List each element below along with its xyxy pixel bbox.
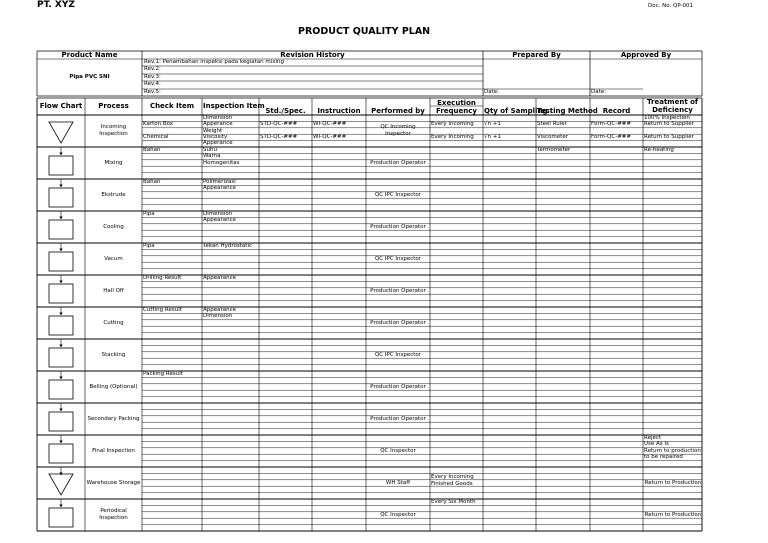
cell-treat: 100% Inspection — [644, 114, 690, 121]
cell-check: Cutting Result — [143, 306, 182, 313]
product-name-label: Product Name — [61, 51, 118, 59]
record-header: Record — [602, 106, 631, 115]
cell-check: Bahan — [143, 146, 161, 153]
flow-arrow-icon — [59, 377, 62, 380]
execution-header: Execution — [437, 98, 476, 107]
cell-std: STD-QC-### — [260, 121, 298, 128]
treatment-header: Treatment of Deficiency — [647, 97, 698, 114]
prepared-date-label: Date: — [484, 88, 499, 95]
flow-arrow-icon — [59, 281, 62, 284]
performed-by-header: Performed by — [371, 106, 425, 115]
flow-arrow-icon — [59, 249, 62, 252]
performed-by: QC IPC Inspector — [374, 351, 422, 358]
performed-by: QC Inspector — [380, 447, 416, 454]
cell-treat: to be repaired — [644, 453, 683, 460]
cell-item: Apperance — [203, 121, 233, 128]
performed-by: Production Operator — [370, 287, 426, 294]
cell-item: Homogenitas — [203, 159, 240, 166]
process-name: Hall Off — [103, 287, 124, 294]
approved-by-label: Approved By — [620, 51, 672, 59]
process-name: Belling (Optional) — [89, 383, 138, 390]
cell-frequency: Every Incoming Finished Goods — [431, 474, 474, 487]
revision-entry: Rev.1: Penambahan inspeksi pada kegiatan mixing — [144, 58, 285, 65]
flow-arrow-icon — [59, 153, 62, 156]
flow-arrow-icon — [59, 441, 62, 444]
cell-treat: Use As Is — [644, 441, 669, 448]
cell-freq: Every Incoming — [431, 133, 474, 140]
inspection-item-header: Inspection Item — [203, 102, 265, 110]
cell-item: Polimerizasi — [203, 178, 236, 185]
revision-entry: Rev.2: — [144, 65, 161, 72]
flow-process-box-icon — [49, 252, 73, 271]
performed-by: Production Operator — [370, 223, 426, 230]
cell-item: Warna — [203, 153, 221, 160]
prepared-by-label: Prepared By — [512, 51, 561, 59]
approved-date-label: Date: — [591, 88, 606, 95]
flow-triangle-icon — [49, 122, 73, 143]
check-item-header: Check Item — [149, 102, 195, 110]
cell-item: Appearance — [203, 274, 237, 281]
flow-process-box-icon — [49, 444, 73, 463]
cell-record: Form-QC-### — [591, 133, 632, 140]
performed-by: QC Incoming Inspector — [380, 124, 416, 137]
process-name: Final Inspection — [92, 447, 135, 454]
cell-check: Pipa — [143, 210, 155, 217]
cell-item: Suhu — [203, 146, 217, 153]
performed-by: QC IPC Inspector — [374, 191, 422, 198]
flow-process-box-icon — [49, 156, 73, 175]
flow-process-box-icon — [49, 508, 73, 527]
frequency-header: Frequency — [436, 106, 477, 115]
flow-process-box-icon — [49, 348, 73, 367]
revision-entry: Rev.5: — [144, 88, 161, 95]
product-name-value: Pipa PVC SNI — [69, 74, 110, 80]
cell-method: Steel Ruler — [537, 121, 567, 128]
cell-instr: WI-QC-### — [313, 121, 347, 128]
process-name: Vacum — [104, 255, 123, 262]
process-name: Warehouse Storage — [86, 479, 141, 486]
flow-arrow-icon — [59, 505, 62, 508]
revision-entry: Rev.3: — [144, 73, 161, 80]
cell-method: Viscometer — [537, 133, 568, 140]
performed-by: Production Operator — [370, 159, 426, 166]
cell-method: Termometer — [537, 146, 571, 153]
cell-record: Form-QC-### — [591, 121, 632, 128]
cell-check: Pipa — [143, 242, 155, 249]
process-name: Periodical Inspection — [99, 508, 128, 521]
cell-item: Dimension — [203, 313, 233, 320]
cell-treat: Reject — [644, 434, 662, 441]
qty-sampling-header: Qty of Sampling — [484, 106, 548, 115]
process-name: Stacking — [101, 351, 126, 358]
performed-by: Production Operator — [370, 383, 426, 390]
cell-check: Drilling Result — [143, 274, 182, 281]
flow-arrow-icon — [59, 313, 62, 316]
flow-triangle-icon — [49, 474, 73, 495]
performed-by: QC IPC Inspector — [374, 255, 422, 262]
cell-item: Dimension — [203, 210, 233, 217]
cell-qty: √n +1 — [484, 133, 501, 140]
cell-qty: √n +1 — [484, 121, 501, 128]
cell-item: Viscosity — [203, 133, 228, 140]
cell-item: Weight — [203, 127, 223, 134]
flow-arrow-icon — [59, 345, 62, 348]
cell-std: STD-QC-### — [260, 133, 298, 140]
process-name: Incoming Inspection — [99, 124, 128, 137]
cell-treat: Return to production — [644, 447, 701, 454]
cell-item: Apperance — [203, 140, 233, 147]
process-name: Ekstrude — [101, 191, 126, 198]
flow-process-box-icon — [49, 316, 73, 335]
flow-arrow-icon — [59, 409, 62, 412]
cell-freq: Every Incoming — [431, 121, 474, 128]
document-number: Doc. No. QP-001 — [648, 3, 694, 9]
cell-freq: Every Six Month — [431, 498, 476, 505]
cell-check: Bahan — [143, 178, 161, 185]
cell-treat: Return to Supplier — [644, 121, 694, 128]
company-name: PT. XYZ — [37, 0, 75, 10]
revision-entry: Rev.4: — [144, 80, 161, 87]
performed-by: WH Staff — [385, 479, 411, 486]
cell-instr: WI-QC-### — [313, 133, 347, 140]
process-name: Cutting — [103, 319, 124, 326]
flow-arrow-icon — [59, 185, 62, 188]
cell-item: Dimension — [203, 114, 233, 121]
cell-treatment: Return to Production — [644, 479, 702, 486]
cell-check: Packing Result — [143, 370, 183, 377]
cell-item: Appearance — [203, 185, 237, 192]
instruction-header: Instruction — [317, 106, 361, 115]
flow-process-box-icon — [49, 380, 73, 399]
performed-by: Production Operator — [370, 415, 426, 422]
cell-treatment: Return to Production — [644, 511, 702, 518]
testing-method-header: Testing Method — [537, 106, 598, 115]
process-name: Cooling — [103, 223, 124, 230]
process-name: Mixing — [104, 159, 123, 166]
cell-item: Appearance — [203, 217, 237, 224]
document-title: PRODUCT QUALITY PLAN — [298, 26, 431, 37]
cell-item: Tekan Hydrostatic — [203, 242, 252, 249]
process-name: Secondary Packing — [87, 415, 140, 422]
cell-treat: Re-heating — [644, 146, 674, 153]
flow-arrow-icon — [59, 217, 62, 220]
flow-process-box-icon — [49, 284, 73, 303]
cell-treat: Return to Supplier — [644, 133, 694, 140]
cell-check: Karton Box — [143, 121, 174, 128]
flow-chart-header: Flow Chart — [39, 102, 83, 110]
revision-history-label: Revision History — [280, 51, 345, 59]
performed-by: Production Operator — [370, 319, 426, 326]
flow-process-box-icon — [49, 412, 73, 431]
process-header: Process — [98, 102, 129, 110]
std-spec-header: Std./Spec. — [265, 106, 306, 115]
cell-check: Chemical — [143, 133, 169, 140]
flow-process-box-icon — [49, 220, 73, 239]
performed-by: QC Inspector — [380, 511, 416, 518]
cell-item: Appearance — [203, 306, 237, 313]
flow-process-box-icon — [49, 188, 73, 207]
